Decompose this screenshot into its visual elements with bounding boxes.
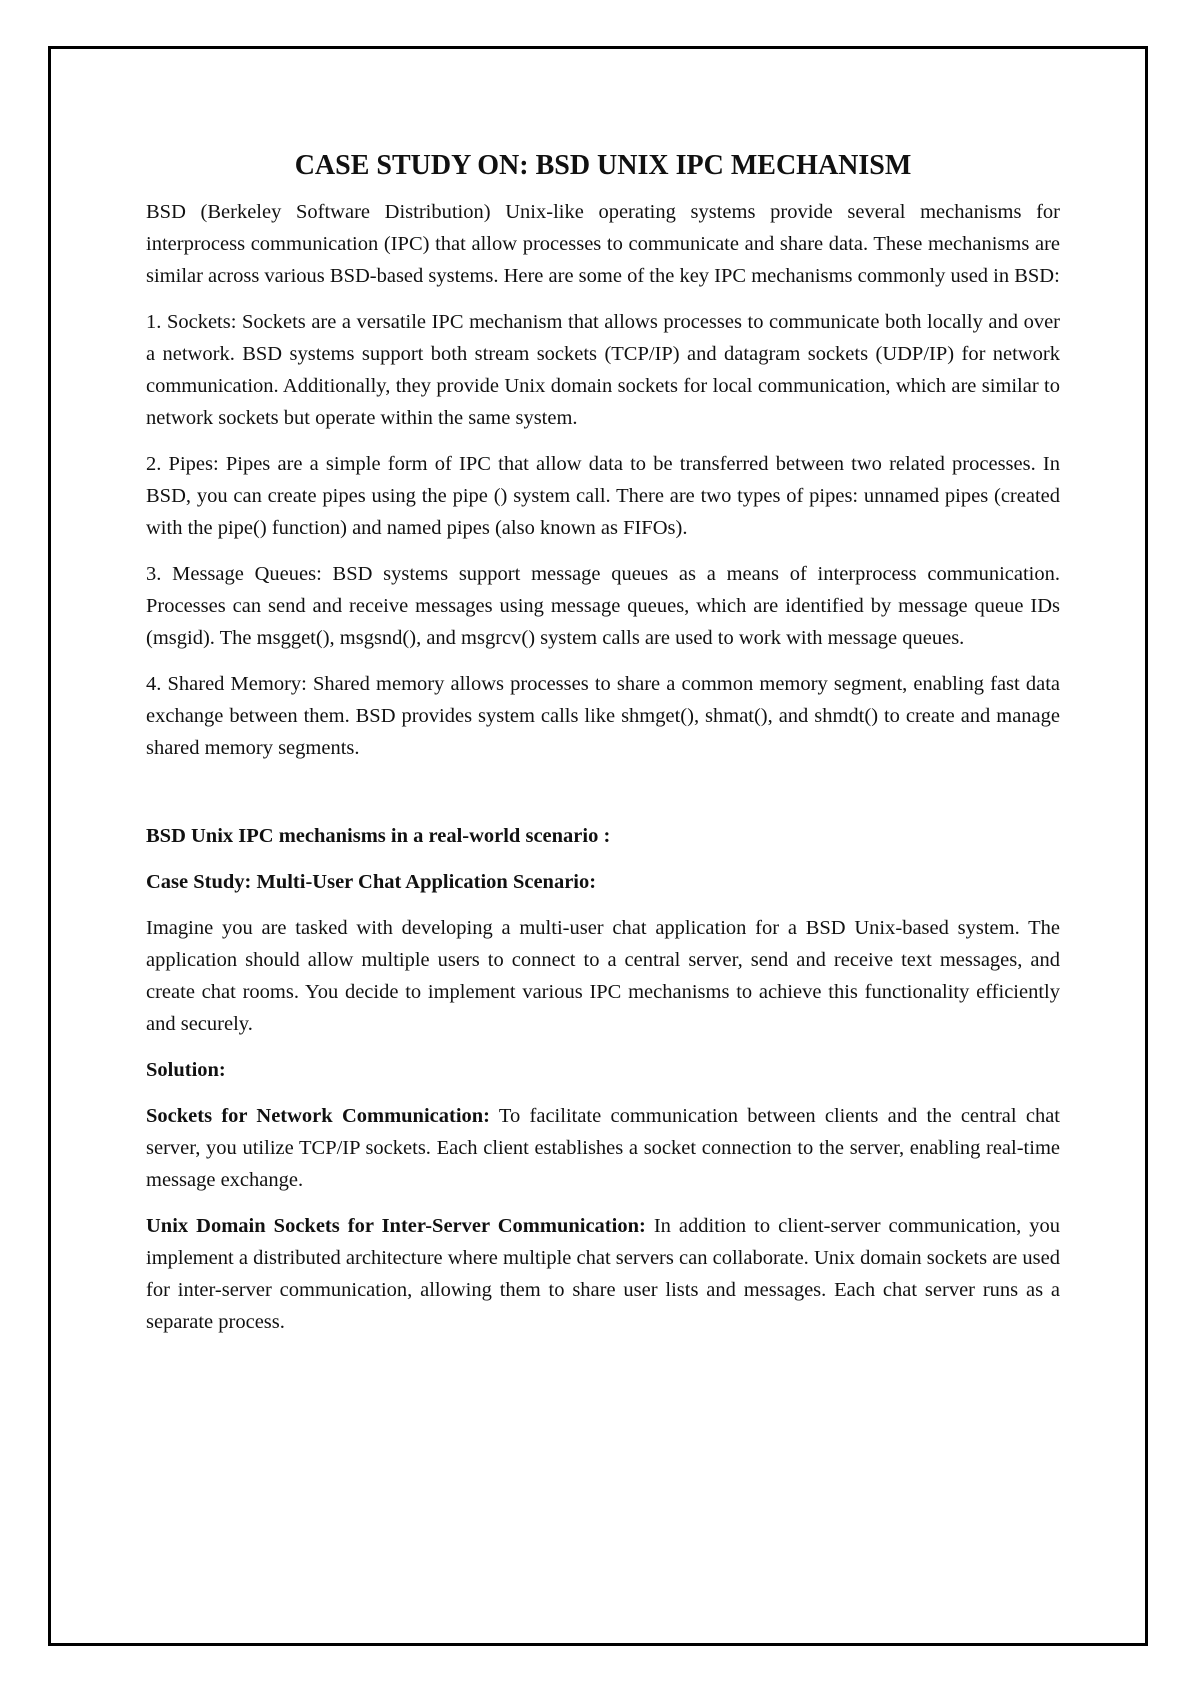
solution-heading: Solution: xyxy=(146,1059,226,1081)
section-spacer xyxy=(146,778,1060,820)
solution-item-sockets xyxy=(146,1100,1060,1196)
intro-paragraph: BSD (Berkeley Software Distribution) Unix-like operating systems provide several mechanisms for interprocess communication (IPC) that allow processes to communicate and share data. These mechanisms are similar across various BSD-based systems. Here are some of the key IPC mechanisms commonly used in BSD: xyxy=(146,201,1060,287)
mechanism-pipes: 2. Pipes: Pipes are a simple form of IPC that allow data to be transferred between two related processes. In BSD, you can create pipes using the pipe () system call. There are two types of pipes: unnamed pipes (created with the pipe() function) and named pipes (also known as FIFOs). xyxy=(146,453,1060,539)
mechanism-sockets: 1. Sockets: Sockets are a versatile IPC mechanism that allows processes to communicate both locally and over a network. BSD systems support both stream sockets (TCP/IP) and datagram sockets (UDP/IP) for network communication. Additionally, they provide Unix domain sockets for local communication, which are similar to network sockets but operate within the same system. xyxy=(146,311,1060,429)
solution-item-unix-domain xyxy=(146,1210,1060,1338)
mechanism-shared-memory: 4. Shared Memory: Shared memory allows processes to share a common memory segment, enabling fast data exchange between them. BSD provides system calls like shmget(), shmat(), and shmdt() to create and manage shared memory segments. xyxy=(146,673,1060,759)
solution-item-text: To facilitate communication between clients and the central chat server, you utilize TCP/IP sockets. Each client establishes a socket connection to the server, enabling real-time message exchange. xyxy=(146,1105,1060,1191)
solution-item-label: Unix Domain Sockets for Inter-Server Communication: xyxy=(146,1215,646,1237)
case-study-heading: Case Study: Multi-User Chat Application Scenario: xyxy=(146,871,597,893)
document-body xyxy=(146,150,1060,1352)
case-study-paragraph: Imagine you are tasked with developing a multi-user chat application for a BSD Unix-based system. The application should allow multiple users to connect to a central server, send and receive text messages, and create chat rooms. You decide to implement various IPC mechanisms to achieve this functionality efficiently and securely. xyxy=(146,917,1060,1035)
scenario-heading: BSD Unix IPC mechanisms in a real-world scenario : xyxy=(146,825,611,847)
solution-item-text: In addition to client-server communication, you implement a distributed architecture where multiple chat servers can collaborate. Unix domain sockets are used for inter-server communication, allowing them to share user lists and messages. Each chat server runs as a separate process. xyxy=(146,1215,1060,1333)
solution-item-label: Sockets for Network Communication: xyxy=(146,1105,491,1127)
mechanism-message-queues: 3. Message Queues: BSD systems support message queues as a means of interprocess communication. Processes can send and receive messages using message queues, which are identified by message queue IDs (msgid). The msgget(), msgsnd(), and msgrcv() system calls are used to work with message queues. xyxy=(146,563,1060,649)
document-title: CASE STUDY ON: BSD UNIX IPC MECHANISM xyxy=(294,150,912,181)
